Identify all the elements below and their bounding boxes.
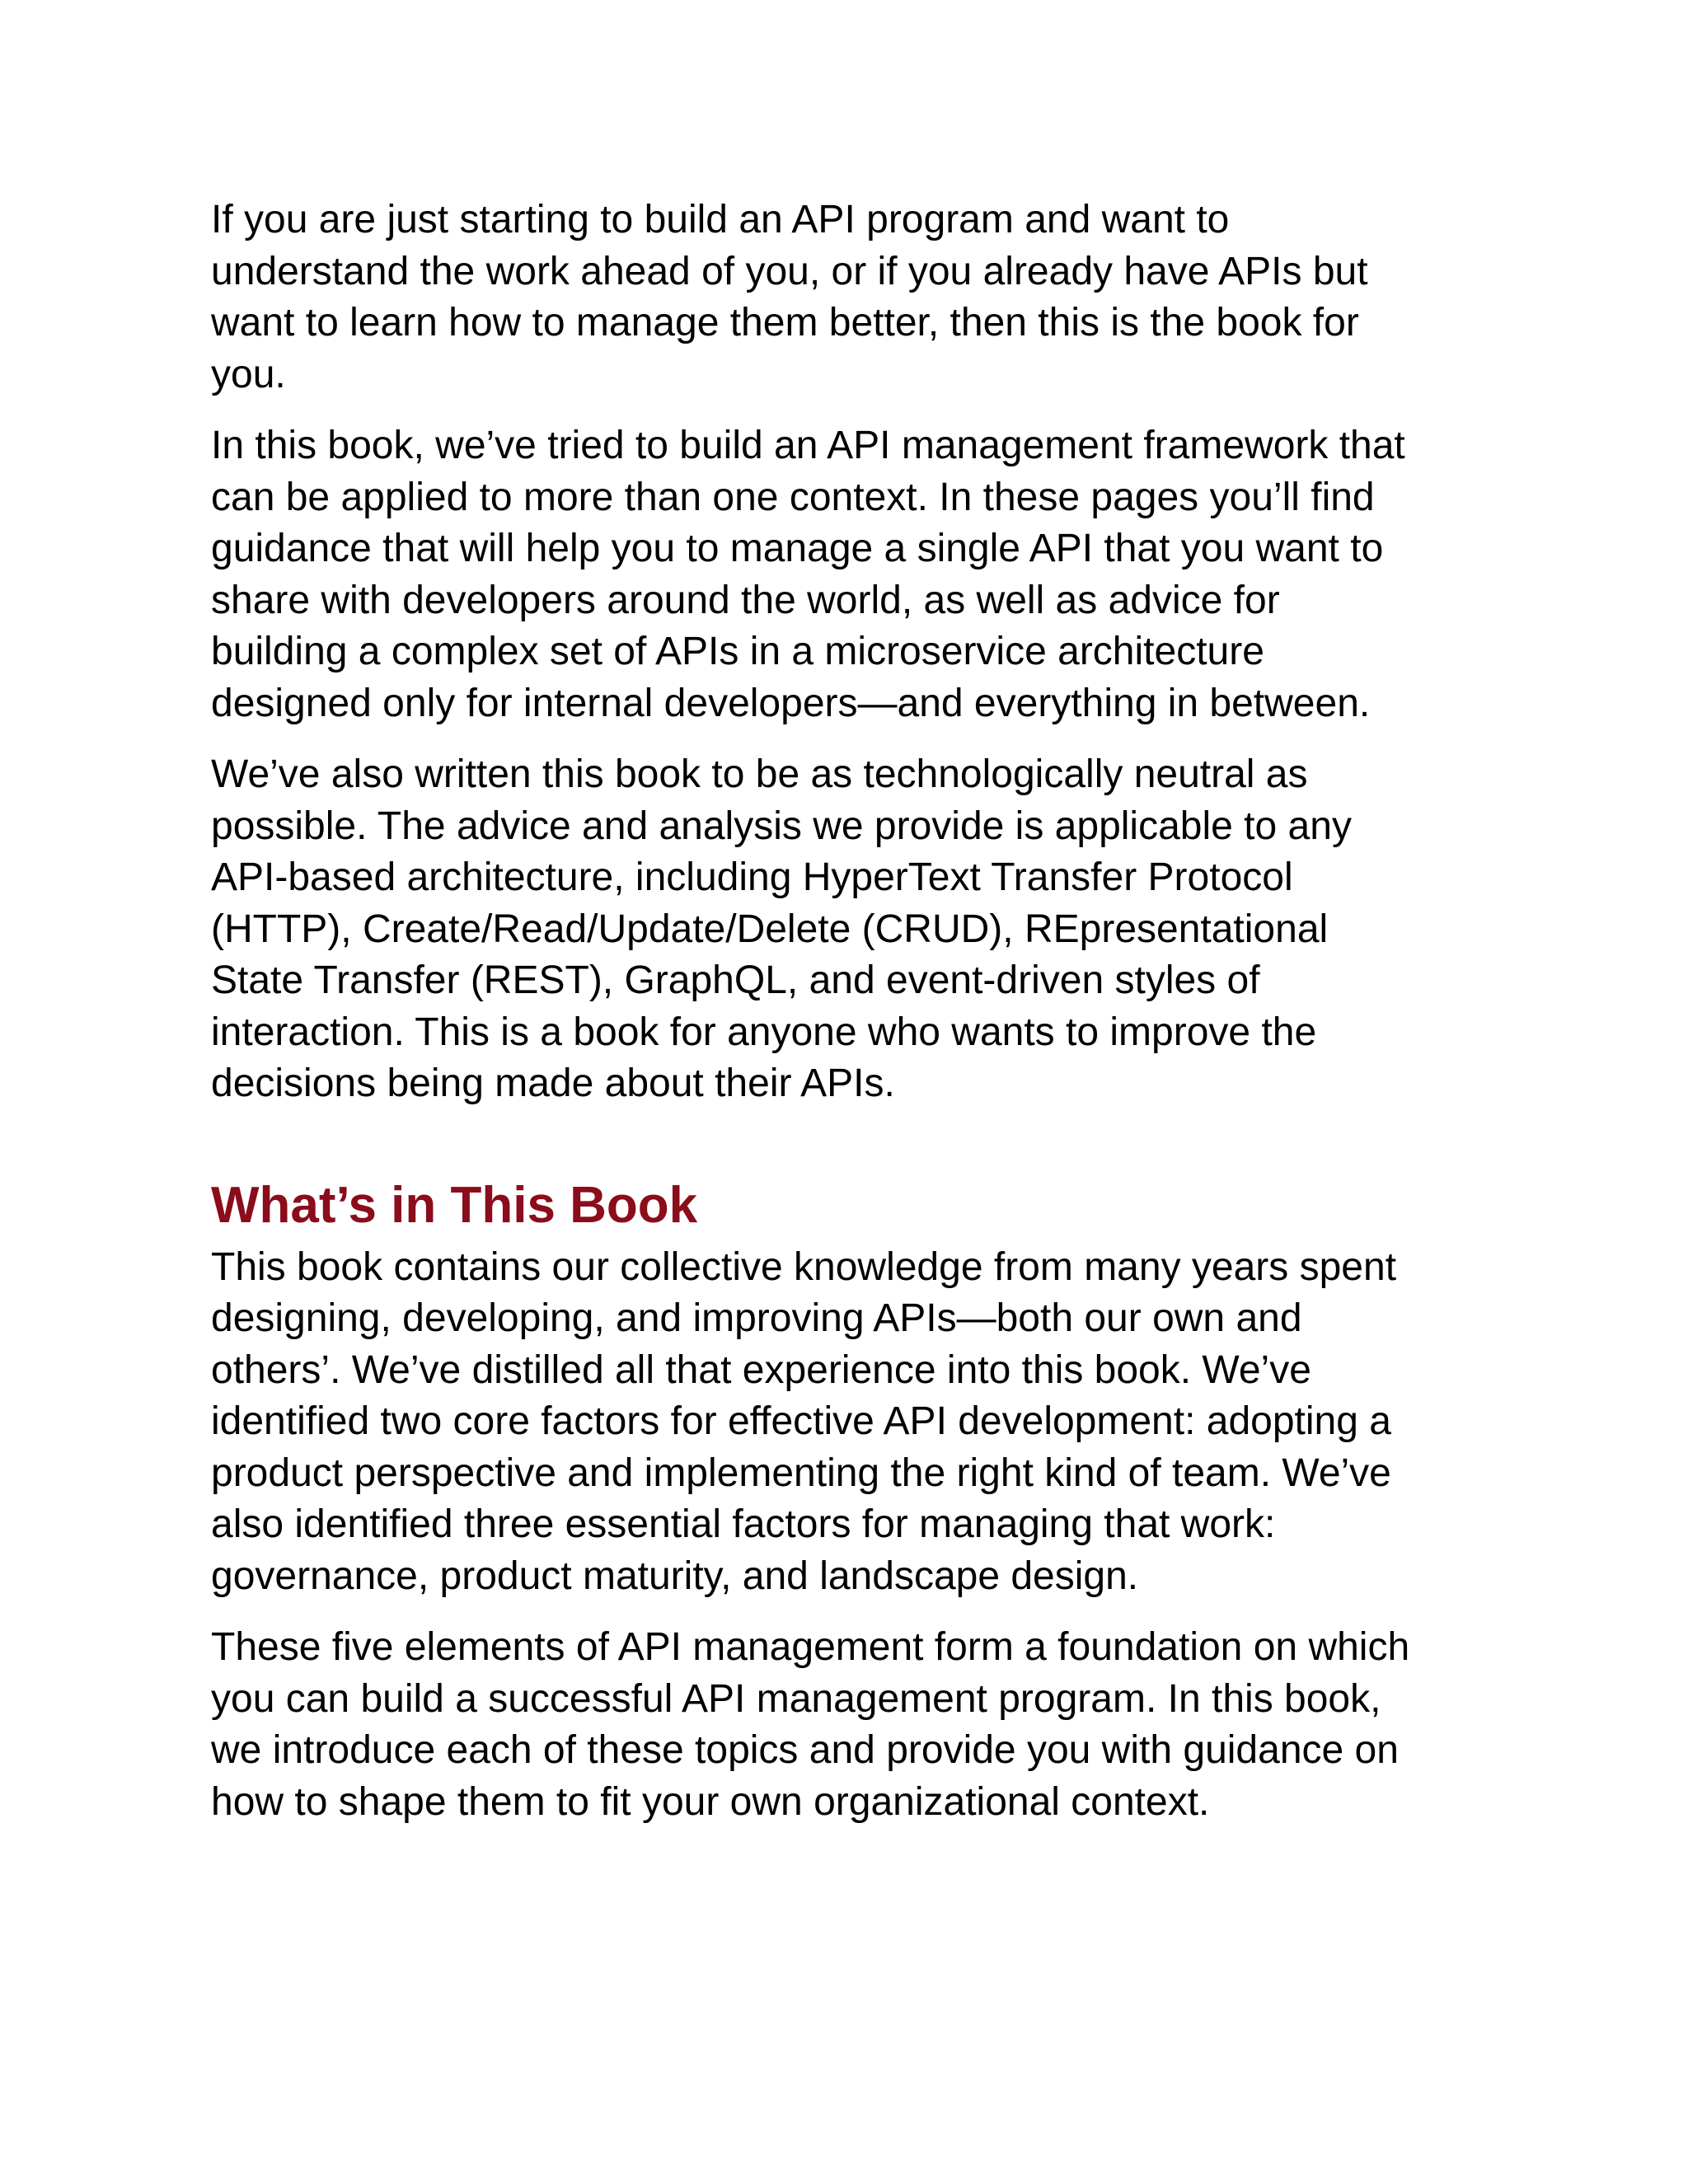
- text-line: decisions being made about their APIs.: [211, 1062, 895, 1105]
- text-line: you.: [211, 352, 286, 396]
- text-line: designed only for internal developers—and everything in between.: [211, 681, 1371, 725]
- text-line: interaction. This is a book for anyone who wants to improve the: [211, 1010, 1317, 1054]
- section-paragraph-2: [211, 1622, 1497, 1828]
- text-line: understand the work ahead of you, or if you already have APIs but: [211, 249, 1368, 293]
- section-paragraph-1: [211, 1242, 1497, 1603]
- text-line: share with developers around the world, as well as advice for: [211, 578, 1280, 622]
- text-line: State Transfer (REST), GraphQL, and event-driven styles of: [211, 958, 1260, 1002]
- intro-paragraph-2: [211, 420, 1497, 729]
- text-line: we introduce each of these topics and provide you with guidance on: [211, 1728, 1399, 1772]
- text-line: designing, developing, and improving APIs—both our own and: [211, 1296, 1302, 1340]
- text-line: governance, product maturity, and landscape design.: [211, 1554, 1139, 1598]
- text-line: building a complex set of APIs in a microservice architecture: [211, 630, 1264, 673]
- book-page: [211, 194, 1497, 1848]
- text-line: also identified three essential factors for managing that work:: [211, 1502, 1276, 1546]
- text-line: can be applied to more than one context. In these pages you’ll find: [211, 475, 1375, 519]
- text-line: guidance that will help you to manage a single API that you want to: [211, 527, 1384, 570]
- text-line: you can build a successful API management program. In this book,: [211, 1676, 1381, 1721]
- text-line: We’ve also written this book to be as technologically neutral as: [211, 752, 1308, 796]
- text-line: identified two core factors for effective API development: adopting a: [211, 1399, 1391, 1443]
- intro-paragraph-3: [211, 749, 1497, 1110]
- text-line: want to learn how to manage them better, then this is the book for: [211, 301, 1359, 344]
- text-line: These five elements of API management form a foundation on which: [211, 1625, 1410, 1669]
- text-line: product perspective and implementing the right kind of team. We’ve: [211, 1451, 1391, 1495]
- text-line: API-based architecture, including HyperText Transfer Protocol: [211, 855, 1293, 899]
- text-line: If you are just starting to build an API program and want to: [211, 198, 1230, 241]
- intro-paragraph-1: [211, 194, 1497, 401]
- section-heading: What’s in This Book: [211, 1176, 698, 1234]
- text-line: how to shape them to fit your own organizational context.: [211, 1779, 1210, 1824]
- text-line: This book contains our collective knowledge from many years spent: [211, 1244, 1397, 1289]
- text-line: others’. We’ve distilled all that experience into this book. We’ve: [211, 1347, 1311, 1392]
- text-line: In this book, we’ve tried to build an API management framework that: [211, 424, 1405, 467]
- text-line: possible. The advice and analysis we provide is applicable to any: [211, 804, 1352, 848]
- text-line: (HTTP), Create/Read/Update/Delete (CRUD), REpresentational: [211, 907, 1329, 951]
